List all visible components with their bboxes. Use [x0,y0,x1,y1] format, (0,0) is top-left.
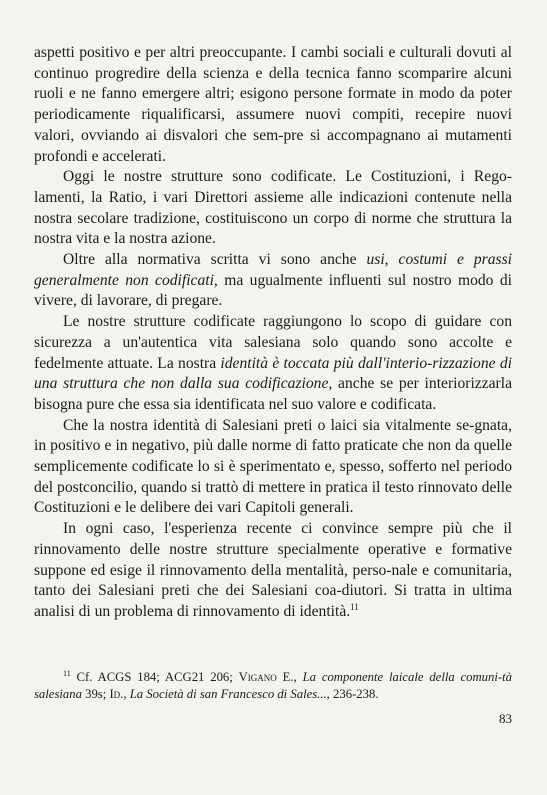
paragraph [34,312,512,416]
paragraph [34,250,512,312]
page-number: 83 [499,711,512,726]
body-text [34,43,512,623]
footnote [34,669,512,703]
italic-run: usi, costumi e prassi generalmente non codificati, [34,251,512,289]
paragraph [34,167,512,250]
paragraph [34,416,512,520]
footnote-marker: 11 [350,601,359,612]
work-title: La Società di san Francesco di Sales..., [129,687,330,701]
footnote-text: ., [120,687,130,701]
author-name: Vigano [238,670,277,684]
footnote-text: E., [276,670,303,684]
text-run: Oltre alla normativa scritta vi sono anche [63,251,367,269]
footnote-text: Cf. ACGS 184; ACG21 206; [70,670,239,684]
work-title: La componente laicale della comuni-tà salesiana [34,670,512,701]
paragraph [34,519,512,623]
italic-run: identità è toccata più dall'interio-rizzazione di una struttura che non dalla sua codificazione, [34,354,512,393]
footnote-text: 236-238. [329,687,379,701]
footnote-number: 11 [63,669,71,678]
author-abbrev: Id [109,687,121,701]
footnote-text: 39s; [81,687,110,701]
text-run: aspetti positivo e per altri preoccupante. I cambi sociali e culturali dovuti al continuo progredire della scienza e della tecnica fanno scomparire alcuni ruoli e ne fanno emergere altri; esigono persone formate in modo da poter periodicamente riqualificarsi, assumere nuovi compiti, recepire nuovi valori, ovviando ai disvalori che sem-pre si accompagnano ai mutamenti profondi e accelerati. [34,44,512,165]
text-run: Che la nostra identità di Salesiani preti o laici sia vitalmente se-gnata, in positivo e in negativo, più dalle norme di fatto praticate che non da quelle semplicemente codificate lo si è sperimentato e, spesso, sofferto nel periodo del postconcilio, quando si trattò di mettere in pratica il testo rinnovato delle Costituzioni e le delibere dei vari Capitoli generali. [34,416,512,517]
text-run: ma ugualmente influenti sul nostro modo di vivere, di lavorare, di pregare. [34,271,512,310]
text-run: anche se per interiorizzarla bisogna pure che essa sia identificata nel suo valore e codificata. [34,375,513,413]
text-run: In ogni caso, l'esperienza recente ci convince sempre più che il rinnovamento delle nostre strutture specialmente operative e formative suppone ed esige il rinnovamento della mentalità, perso-nale e comunitaria, tanto dei Salesiani preti che dei Salesiani coa-diutori. Si tratta in ultima analisi di un problema di rinnovamento di identità. [34,520,512,620]
paragraph [34,43,512,167]
text-run: Le nostre strutture codificate raggiungono lo scopo di guidare con sicurezza a un'autentica vita salesiana solo quando sono accolte e fedelmente attuate. La nostra [34,313,512,372]
text-run: Oggi le nostre strutture sono codificate. Le Costituzioni, i Rego-lamenti, la Ratio, i vari Direttori assieme alle indicazioni contenute nella nostra secolare tradizione, costituiscono un corpo di norme che struttura la nostra vita e la nostra azione. [34,168,512,248]
